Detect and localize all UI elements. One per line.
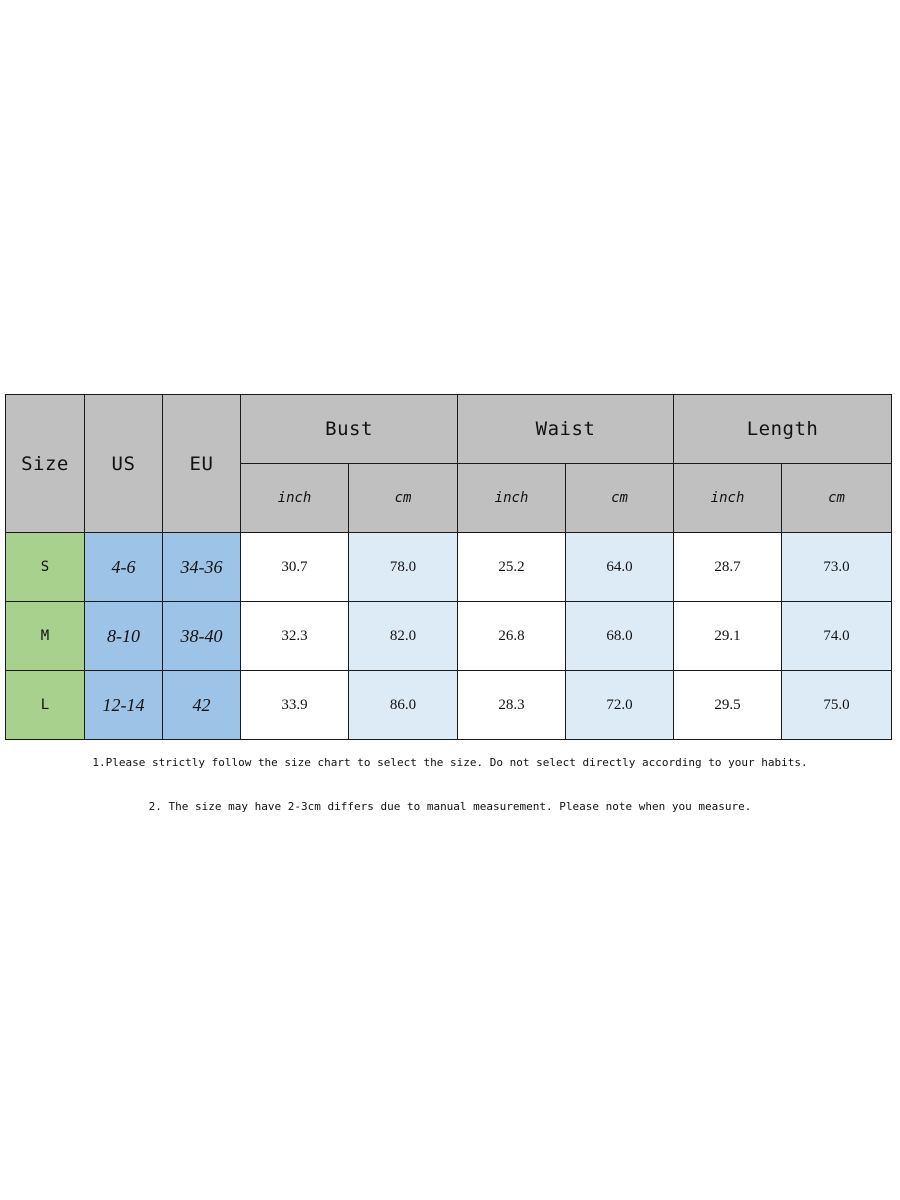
- size-note-1: 1.Please strictly follow the size chart to select the size. Do not select directly according to your habits.: [92, 756, 808, 769]
- length-inch-cell: 28.7: [674, 533, 782, 602]
- waist-cm-cell: 64.0: [566, 533, 674, 602]
- length-cm-header: cm: [782, 464, 892, 533]
- waist-cm-header: cm: [566, 464, 674, 533]
- size-cell: S: [6, 533, 85, 602]
- size-note-2: 2. The size may have 2-3cm differs due to manual measurement. Please note when you measure.: [148, 800, 752, 813]
- size-cell: L: [6, 671, 85, 740]
- length-inch-cell: 29.5: [674, 671, 782, 740]
- bust-inch-header: inch: [241, 464, 349, 533]
- waist-cm-cell: 68.0: [566, 602, 674, 671]
- eu-cell: 42: [163, 671, 241, 740]
- bust-cm-cell: 78.0: [349, 533, 458, 602]
- waist-inch-cell: 28.3: [458, 671, 566, 740]
- waist-cm-cell: 72.0: [566, 671, 674, 740]
- eu-header: EU: [163, 395, 241, 533]
- table-row: [6, 533, 892, 602]
- bust-inch-cell: 32.3: [241, 602, 349, 671]
- eu-cell: 38-40: [163, 602, 241, 671]
- length-cm-cell: 75.0: [782, 671, 892, 740]
- bust-cm-header: cm: [349, 464, 458, 533]
- size-header: Size: [6, 395, 85, 533]
- size-cell: M: [6, 602, 85, 671]
- table-row: [6, 602, 892, 671]
- waist-header: Waist: [458, 395, 674, 464]
- bust-cm-cell: 82.0: [349, 602, 458, 671]
- waist-inch-cell: 26.8: [458, 602, 566, 671]
- table-row: [6, 671, 892, 740]
- us-cell: 8-10: [85, 602, 163, 671]
- bust-cm-cell: 86.0: [349, 671, 458, 740]
- header-row: [6, 395, 892, 464]
- us-cell: 12-14: [85, 671, 163, 740]
- us-header: US: [85, 395, 163, 533]
- length-inch-cell: 29.1: [674, 602, 782, 671]
- bust-header: Bust: [241, 395, 458, 464]
- bust-inch-cell: 33.9: [241, 671, 349, 740]
- length-header: Length: [674, 395, 892, 464]
- length-cm-cell: 74.0: [782, 602, 892, 671]
- bust-inch-cell: 30.7: [241, 533, 349, 602]
- eu-cell: 34-36: [163, 533, 241, 602]
- size-chart-table: [5, 394, 892, 740]
- waist-inch-header: inch: [458, 464, 566, 533]
- length-inch-header: inch: [674, 464, 782, 533]
- waist-inch-cell: 25.2: [458, 533, 566, 602]
- us-cell: 4-6: [85, 533, 163, 602]
- length-cm-cell: 73.0: [782, 533, 892, 602]
